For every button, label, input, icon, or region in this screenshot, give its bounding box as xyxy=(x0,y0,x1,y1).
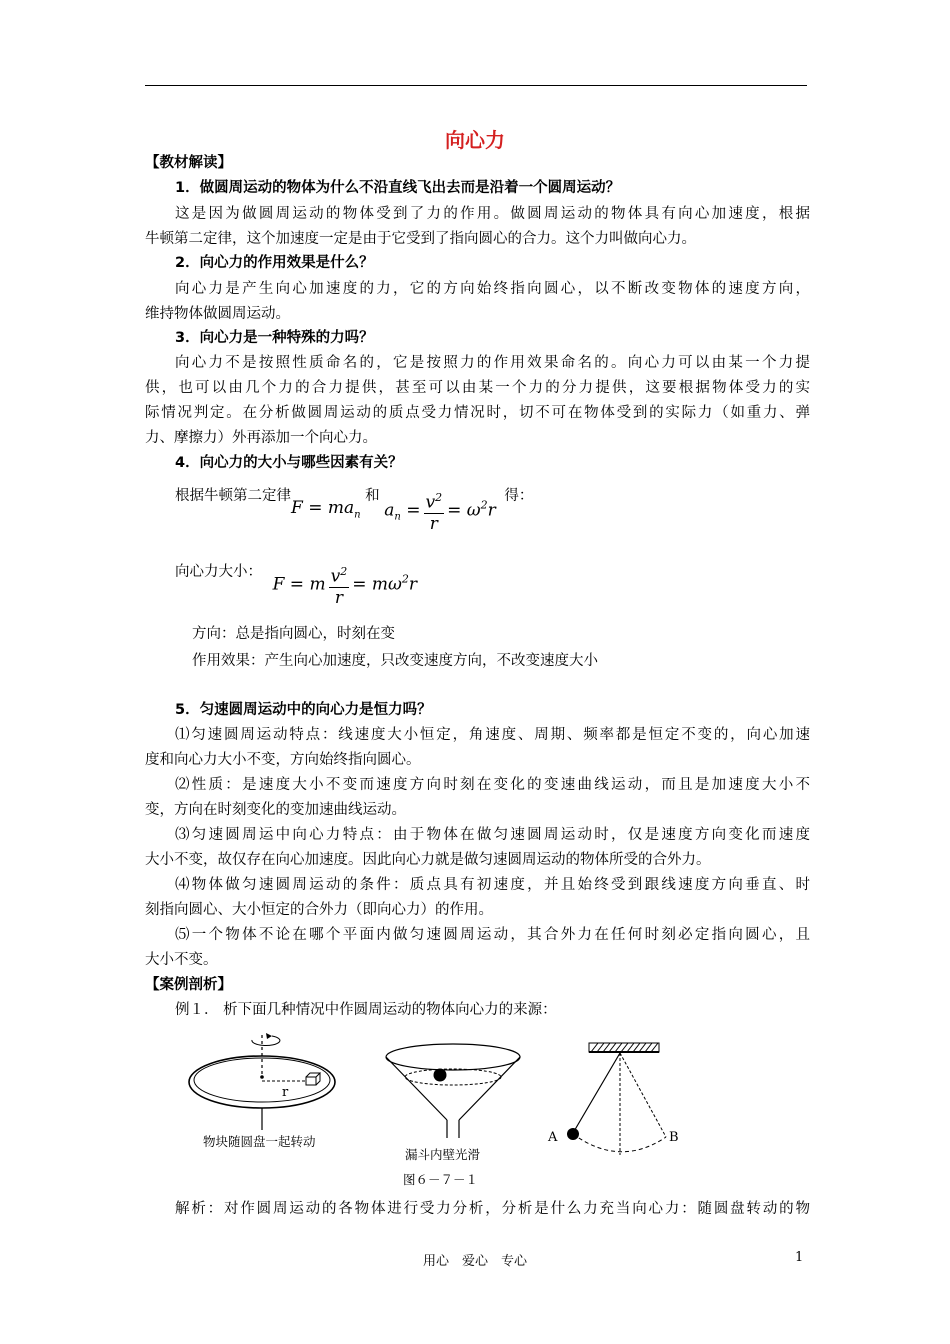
example-1: 例１． 析下面几种情况中作圆周运动的物体向心力的来源： xyxy=(175,1002,557,1018)
equation-suffix: 得： xyxy=(504,488,534,504)
label-point-b: B xyxy=(669,1130,679,1145)
question-4: 4．向心力的大小与哪些因素有关？ xyxy=(175,455,403,471)
answer-3-line-1: 向心力不是按照性质命名的，它是按照力的作用效果命名的。向心力可以由某一个力提 xyxy=(175,355,810,371)
caption-funnel: 漏斗内壁光滑 xyxy=(405,1147,481,1162)
question-5: 5．匀速圆周运动中的向心力是恒力吗？ xyxy=(175,702,432,718)
answer-1-line-1: 这是因为做圆周运动的物体受到了力的作用。做圆周运动的物体具有向心加速度，根据 xyxy=(175,206,810,222)
section-heading-textbook: 【教材解读】 xyxy=(145,155,232,171)
answer-2-line-2: 维持物体做圆周运动。 xyxy=(145,306,290,322)
page-footer: 用心 爱心 专心 xyxy=(422,1254,527,1269)
answer-5-line-7: ⑷物体做匀速圆周运动的条件：质点具有初速度，并且始终受到跟线速度方向垂直、时 xyxy=(175,877,810,893)
answer-2-line-1: 向心力是产生向心加速度的力，它的方向始终指向圆心，以不断改变物体的速度方向， xyxy=(175,281,810,297)
section-heading-cases: 【案例剖析】 xyxy=(145,977,232,993)
page-title: 向心力 xyxy=(445,128,505,152)
equation-and: 和 xyxy=(365,488,380,504)
page-number: 1 xyxy=(795,1250,804,1265)
question-3: 3．向心力是一种特殊的力吗？ xyxy=(175,330,374,346)
answer-5-line-2: 度和向心力大小不变，方向始终指向圆心。 xyxy=(145,752,421,768)
conical-pendulum-diagram xyxy=(567,1043,666,1155)
answer-5-line-4: 变，方向在时刻变化的变加速曲线运动。 xyxy=(145,802,406,818)
figure-caption: 图６－７－１ xyxy=(403,1172,479,1187)
analysis-text: 解析：对作圆周运动的各物体进行受力分析，分析是什么力充当向心力：随圆盘转动的物 xyxy=(175,1201,810,1217)
answer-5-line-8: 刻指向圆心、大小恒定的合外力（即向心力）的作用。 xyxy=(145,902,493,918)
answer-5-line-5: ⑶匀速圆周运中向心力特点：由于物体在做匀速圆周运动时，仅是速度方向变化而速度 xyxy=(175,827,810,843)
answer-5-line-9: ⑸一个物体不论在哪个平面内做匀速圆周运动，其合外力在任何时刻必定指向圆心，且 xyxy=(175,927,810,943)
caption-disk: 物块随圆盘一起转动 xyxy=(203,1134,316,1149)
direction-text: 方向：总是指向圆心，时刻在变 xyxy=(192,626,395,642)
equation-newton: 根据牛顿第二定律$F = ma_n$ 和 $a_n$ = $\frac{v^2}{r}$ = $\omega^2r$ 得： xyxy=(175,488,534,534)
rotating-disk-diagram xyxy=(189,1033,335,1130)
answer-5-line-1: ⑴匀速圆周运动特点：线速度大小恒定，角速度、周期、频率都是恒定不变的，向心加速 xyxy=(175,727,810,743)
question-2: 2．向心力的作用效果是什么？ xyxy=(175,255,374,271)
equation-centripetal: 向心力大小： F = m $\frac{v^2}{r}$ = $m\omega^2r$ xyxy=(175,564,417,608)
answer-3-line-4: 力、摩擦力）外再添加一个向心力。 xyxy=(145,430,377,446)
answer-5-line-6: 大小不变，故仅存在向心加速度。因此向心力就是做匀速圆周运动的物体所受的合外力。 xyxy=(145,852,711,868)
label-radius: r xyxy=(282,1085,289,1100)
label-point-a: A xyxy=(548,1130,558,1145)
answer-5-line-10: 大小不变。 xyxy=(145,952,218,968)
answer-3-line-2: 供，也可以由几个力的合力提供，甚至可以由某一个力的分力提供，这要根据物体受力的实 xyxy=(145,380,810,396)
answer-5-line-3: ⑵性质：是速度大小不变而速度方向时刻在变化的变速曲线运动，而且是加速度大小不 xyxy=(175,777,810,793)
effect-text: 作用效果：产生向心加速度，只改变速度方向，不改变速度大小 xyxy=(192,653,598,669)
equation-2-prefix: 向心力大小： xyxy=(175,564,262,580)
answer-1-line-2: 牛顿第二定律，这个加速度一定是由于它受到了指向圆心的合力。这个力叫做向心力。 xyxy=(145,231,696,247)
funnel-diagram xyxy=(386,1044,520,1138)
question-1: 1．做圆周运动的物体为什么不沿直线飞出去而是沿着一个圆周运动？ xyxy=(175,180,621,196)
equation-prefix: 根据牛顿第二定律 xyxy=(175,488,291,504)
answer-3-line-3: 际情况判定。在分析做圆周运动的质点受力情况时，切不可在物体受到的实际力（如重力、弹 xyxy=(145,405,810,421)
